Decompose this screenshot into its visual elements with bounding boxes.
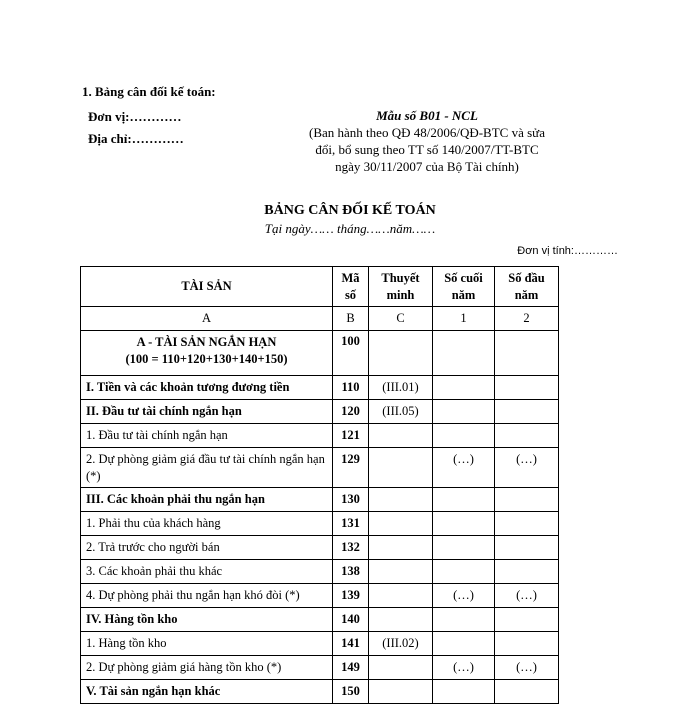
column-letter: A bbox=[81, 307, 333, 331]
table-row bbox=[81, 400, 559, 424]
row-end-of-year bbox=[433, 424, 495, 448]
form-number: Mẫu số B01 - NCL bbox=[376, 108, 478, 123]
table-row bbox=[81, 488, 559, 512]
header-asset: TÀI SẢN bbox=[81, 267, 333, 307]
row-note: (III.01) bbox=[369, 376, 433, 400]
table-row bbox=[81, 560, 559, 584]
row-code: 140 bbox=[333, 608, 369, 632]
form-info-block bbox=[296, 107, 558, 175]
column-letter: 2 bbox=[495, 307, 559, 331]
row-code: 130 bbox=[333, 488, 369, 512]
section-a-end bbox=[433, 331, 495, 376]
header-end-of-year bbox=[433, 267, 495, 307]
unit-of-measure: Đơn vị tính:………… bbox=[517, 245, 618, 257]
row-end-of-year bbox=[433, 400, 495, 424]
section-a-line-2: (100 = 110+120+130+140+150) bbox=[125, 352, 288, 366]
row-beginning-of-year bbox=[495, 424, 559, 448]
row-code: 121 bbox=[333, 424, 369, 448]
section-a-title bbox=[81, 331, 333, 376]
row-code: 150 bbox=[333, 680, 369, 704]
header-row bbox=[81, 267, 559, 307]
header-end-line-1: Số cuối bbox=[444, 270, 483, 285]
column-letter-row bbox=[81, 307, 559, 331]
row-label: 1. Phải thu của khách hàng bbox=[81, 512, 333, 536]
column-letter: 1 bbox=[433, 307, 495, 331]
row-label: V. Tài sản ngắn hạn khác bbox=[81, 680, 333, 704]
header-code-line-2: số bbox=[344, 287, 357, 302]
row-code: 129 bbox=[333, 448, 369, 488]
section-a-begin bbox=[495, 331, 559, 376]
row-end-of-year bbox=[433, 536, 495, 560]
row-beginning-of-year bbox=[495, 488, 559, 512]
row-note bbox=[369, 424, 433, 448]
row-label: 1. Đầu tư tài chính ngắn hạn bbox=[81, 424, 333, 448]
table-row bbox=[81, 608, 559, 632]
row-beginning-of-year bbox=[495, 560, 559, 584]
table-row bbox=[81, 584, 559, 608]
row-beginning-of-year: (…) bbox=[495, 448, 559, 488]
header-code-line-1: Mã bbox=[341, 270, 360, 285]
table-row bbox=[81, 656, 559, 680]
row-note bbox=[369, 584, 433, 608]
section-a-code: 100 bbox=[333, 331, 369, 376]
header-begin-line-2: năm bbox=[514, 287, 539, 302]
table-row bbox=[81, 512, 559, 536]
header-note-line-2: minh bbox=[386, 287, 415, 302]
row-beginning-of-year: (…) bbox=[495, 656, 559, 680]
row-beginning-of-year bbox=[495, 608, 559, 632]
row-code: 131 bbox=[333, 512, 369, 536]
header-begin-line-1: Số đầu bbox=[508, 270, 545, 285]
row-label: 3. Các khoản phải thu khác bbox=[81, 560, 333, 584]
row-end-of-year bbox=[433, 376, 495, 400]
row-note bbox=[369, 512, 433, 536]
row-code: 120 bbox=[333, 400, 369, 424]
row-note: (III.05) bbox=[369, 400, 433, 424]
row-end-of-year bbox=[433, 512, 495, 536]
row-note bbox=[369, 656, 433, 680]
row-note: (III.02) bbox=[369, 632, 433, 656]
row-note bbox=[369, 448, 433, 488]
row-label: 2. Dự phòng giảm giá hàng tồn kho (*) bbox=[81, 656, 333, 680]
column-letter: B bbox=[333, 307, 369, 331]
form-note-line-2: đổi, bổ sung theo TT số 140/2007/TT-BTC bbox=[315, 142, 539, 157]
row-beginning-of-year bbox=[495, 376, 559, 400]
row-beginning-of-year bbox=[495, 632, 559, 656]
form-note-line-3: ngày 30/11/2007 của Bộ Tài chính) bbox=[335, 159, 519, 174]
row-end-of-year: (…) bbox=[433, 448, 495, 488]
section-a-line-1: A - TÀI SẢN NGẮN HẠN bbox=[136, 335, 277, 349]
row-code: 139 bbox=[333, 584, 369, 608]
row-end-of-year bbox=[433, 632, 495, 656]
row-beginning-of-year bbox=[495, 400, 559, 424]
row-label: 1. Hàng tồn kho bbox=[81, 632, 333, 656]
header-code bbox=[333, 267, 369, 307]
header-end-line-2: năm bbox=[451, 287, 476, 302]
row-end-of-year bbox=[433, 608, 495, 632]
section-a-note bbox=[369, 331, 433, 376]
row-note bbox=[369, 536, 433, 560]
row-code: 132 bbox=[333, 536, 369, 560]
address-line: Địa chỉ:………… bbox=[88, 131, 184, 146]
report-date-line: Tại ngày…… tháng……năm…… bbox=[264, 221, 436, 236]
row-note bbox=[369, 608, 433, 632]
row-end-of-year bbox=[433, 488, 495, 512]
form-note-line-1: (Ban hành theo QĐ 48/2006/QĐ-BTC và sửa bbox=[309, 125, 545, 140]
row-code: 141 bbox=[333, 632, 369, 656]
row-note bbox=[369, 560, 433, 584]
row-label: I. Tiền và các khoản tương đương tiền bbox=[81, 376, 333, 400]
document-title: BẢNG CÂN ĐỐI KẾ TOÁN bbox=[264, 203, 436, 218]
unit-line: Đơn vị:………… bbox=[88, 109, 182, 124]
row-label: 2. Trả trước cho người bán bbox=[81, 536, 333, 560]
row-label: II. Đầu tư tài chính ngắn hạn bbox=[81, 400, 333, 424]
column-letter: C bbox=[369, 307, 433, 331]
row-beginning-of-year: (…) bbox=[495, 584, 559, 608]
balance-sheet-table bbox=[80, 266, 559, 704]
table-row bbox=[81, 376, 559, 400]
row-beginning-of-year bbox=[495, 536, 559, 560]
row-beginning-of-year bbox=[495, 512, 559, 536]
section-heading: 1. Bảng cân đối kế toán: bbox=[82, 84, 216, 99]
table-row bbox=[81, 536, 559, 560]
row-label: III. Các khoản phải thu ngắn hạn bbox=[81, 488, 333, 512]
row-label: 4. Dự phòng phải thu ngắn hạn khó đòi (*) bbox=[81, 584, 333, 608]
header-note-line-1: Thuyết bbox=[381, 270, 420, 285]
table-row bbox=[81, 632, 559, 656]
table-row bbox=[81, 448, 559, 488]
row-code: 138 bbox=[333, 560, 369, 584]
row-label: IV. Hàng tồn kho bbox=[81, 608, 333, 632]
row-code: 149 bbox=[333, 656, 369, 680]
row-label: 2. Dự phòng giảm giá đầu tư tài chính ngắn hạn (*) bbox=[81, 448, 333, 488]
row-end-of-year: (…) bbox=[433, 656, 495, 680]
section-a-row bbox=[81, 331, 559, 376]
header-note bbox=[369, 267, 433, 307]
row-end-of-year bbox=[433, 560, 495, 584]
row-code: 110 bbox=[333, 376, 369, 400]
row-note bbox=[369, 488, 433, 512]
table-row bbox=[81, 424, 559, 448]
header-beginning-of-year bbox=[495, 267, 559, 307]
row-end-of-year: (…) bbox=[433, 584, 495, 608]
